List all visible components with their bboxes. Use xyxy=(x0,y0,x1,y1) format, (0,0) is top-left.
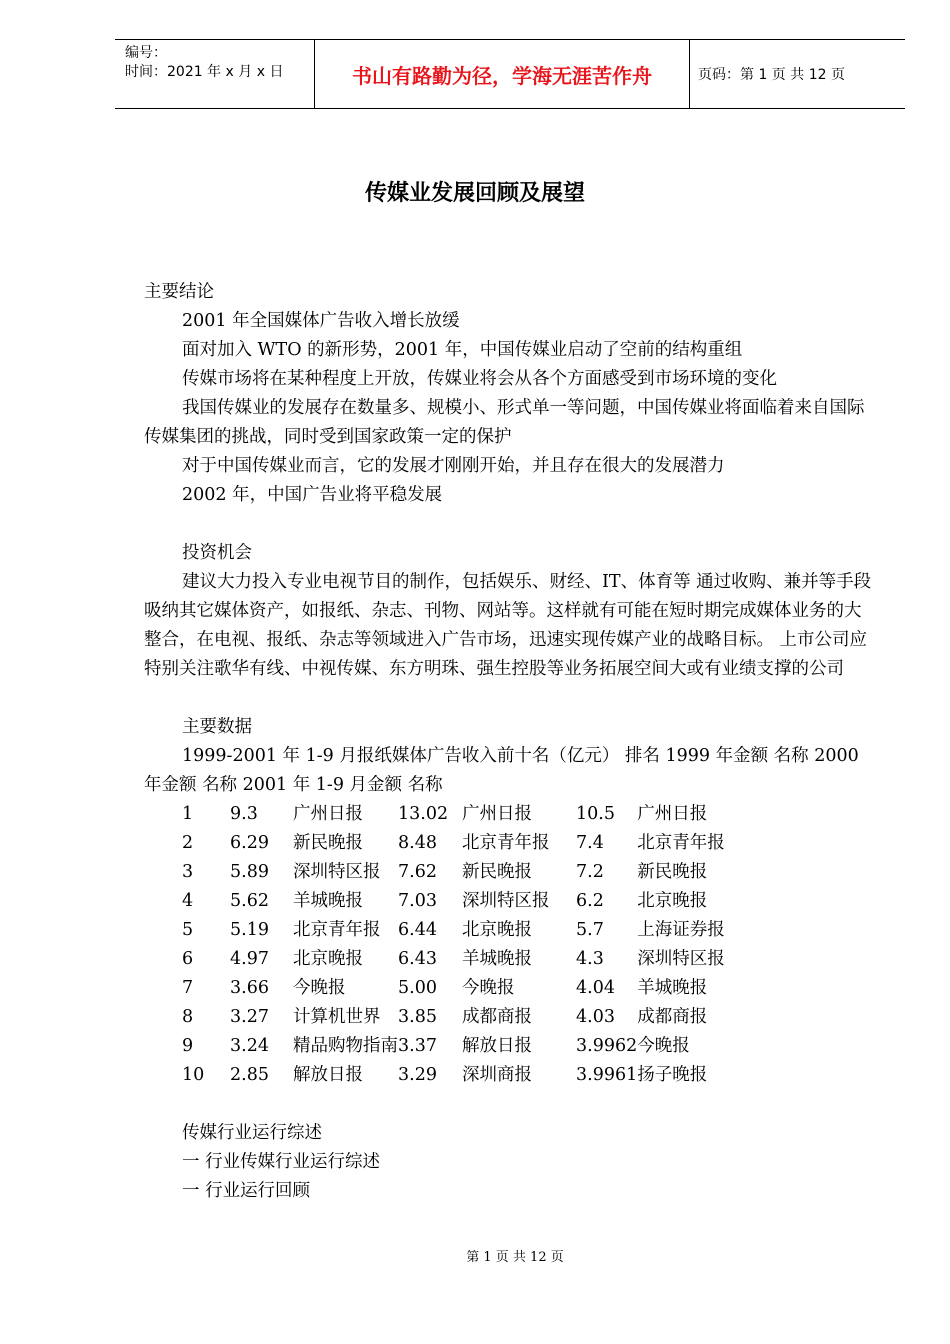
table-row xyxy=(182,945,725,974)
table-cell: 4.3 xyxy=(576,949,604,969)
overview-heading: 传媒行业运行综述 xyxy=(182,1123,322,1143)
table-cell: 7.03 xyxy=(398,891,437,911)
table-row xyxy=(182,829,725,858)
header-page-info: 页码：第 1 页 共 12 页 xyxy=(698,67,845,83)
table-cell: 北京晚报 xyxy=(637,891,708,911)
table-row xyxy=(182,1032,725,1061)
table-cell: 今晚报 xyxy=(293,978,346,998)
table-cell: 精品购物指南 xyxy=(293,1036,398,1056)
data-heading: 主要数据 xyxy=(182,717,252,737)
table-cell: 解放日报 xyxy=(293,1065,363,1085)
table-cell: 3 xyxy=(182,862,194,882)
table-cell: 羊城晚报 xyxy=(462,949,532,969)
page-footer: 第 1 页 共 12 页 xyxy=(466,1250,564,1265)
table-cell: 4.04 xyxy=(576,978,615,998)
table-cell: 新民晚报 xyxy=(462,862,532,882)
table-cell: 2 xyxy=(182,833,194,853)
table-cell: 解放日报 xyxy=(462,1036,532,1056)
table-cell: 2.85 xyxy=(230,1065,269,1085)
table-cell: 今晚报 xyxy=(637,1036,690,1056)
table-cell: 新民晚报 xyxy=(293,833,363,853)
number-label: 编号： xyxy=(125,45,167,61)
overview-line: 一 行业运行回顾 xyxy=(182,1181,311,1201)
table-cell: 7.2 xyxy=(576,862,604,882)
table-cell: 3.66 xyxy=(230,978,269,998)
table-cell: 8 xyxy=(182,1007,194,1027)
table-cell: 北京晚报 xyxy=(462,920,532,940)
time-label: 时间：2021 年 x 月 x 日 xyxy=(125,64,284,80)
table-row xyxy=(182,974,725,1003)
table-cell: 9 xyxy=(182,1036,194,1056)
table-cell: 深圳特区报 xyxy=(462,891,550,911)
table-cell: 3.9961 xyxy=(576,1065,638,1085)
ranking-table xyxy=(182,800,725,1090)
overview-line: 一 行业传媒行业运行综述 xyxy=(182,1152,381,1172)
page-header xyxy=(115,39,905,109)
header-motto: 书山有路勤为径，学海无涯苦作舟 xyxy=(315,40,690,108)
table-cell: 成都商报 xyxy=(637,1007,708,1027)
table-cell: 10.5 xyxy=(576,804,615,824)
table-cell: 广州日报 xyxy=(462,804,532,824)
table-cell: 13.02 xyxy=(398,804,449,824)
table-cell: 5.19 xyxy=(230,920,269,940)
table-cell: 5.62 xyxy=(230,891,269,911)
table-cell: 7.62 xyxy=(398,862,437,882)
table-row xyxy=(182,887,725,916)
table-row xyxy=(182,916,725,945)
table-cell: 成都商报 xyxy=(462,1007,532,1027)
table-cell: 8.48 xyxy=(398,833,437,853)
table-cell: 6.2 xyxy=(576,891,604,911)
table-cell: 6.43 xyxy=(398,949,437,969)
table-cell: 新民晚报 xyxy=(637,862,708,882)
table-row xyxy=(182,1061,725,1090)
table-row xyxy=(182,1003,725,1032)
table-cell: 4 xyxy=(182,891,194,911)
table-cell: 6.29 xyxy=(230,833,269,853)
conclusion-item: 对于中国传媒业而言，它的发展才刚刚开始，并且存在很大的发展潜力 xyxy=(182,456,725,476)
table-cell: 7 xyxy=(182,978,194,998)
table-cell: 上海证券报 xyxy=(637,920,725,940)
table-cell: 深圳特区报 xyxy=(293,862,381,882)
table-cell: 3.37 xyxy=(398,1036,437,1056)
table-cell: 3.24 xyxy=(230,1036,269,1056)
table-cell: 3.29 xyxy=(398,1065,437,1085)
conclusion-item: 我国传媒业的发展存在数量多、规模小、形式单一等问题，中国传媒业将面临着来自国际传媒集团的挑战，同时受到国家政策一定的保护 xyxy=(144,398,865,447)
table-cell: 3.85 xyxy=(398,1007,437,1027)
table-cell: 北京青年报 xyxy=(293,920,381,940)
table-cell: 5.89 xyxy=(230,862,269,882)
conclusion-item: 传媒市场将在某种程度上开放，传媒业将会从各个方面感受到市场环境的变化 xyxy=(182,369,777,389)
header-meta xyxy=(115,40,315,108)
investment-text: 建议大力投入专业电视节目的制作，包括娱乐、财经、IT、体育等 通过收购、兼并等手段吸纳其它媒体资产，如报纸、杂志、刊物、网站等。这样就有可能在短时期完成媒体业务的大整合，在电视、报纸、杂志等领域进入广告市场，迅速实现传媒产业的战略目标。 上市公司应特别关注歌华有线、中视传媒、东方明珠、强生控股等业务拓展空间大或有业绩支撑的公司 xyxy=(144,572,872,679)
table-cell: 4.97 xyxy=(230,949,269,969)
table-cell: 7.4 xyxy=(576,833,604,853)
table-cell: 4.03 xyxy=(576,1007,615,1027)
table-cell: 3.27 xyxy=(230,1007,269,1027)
table-cell: 羊城晚报 xyxy=(293,891,363,911)
conclusion-item: 2001 年全国媒体广告收入增长放缓 xyxy=(182,311,460,331)
table-cell: 5 xyxy=(182,920,194,940)
conclusions-heading: 主要结论 xyxy=(144,282,214,302)
table-cell: 9.3 xyxy=(230,804,258,824)
table-cell: 羊城晚报 xyxy=(637,978,708,998)
table-cell: 5.7 xyxy=(576,920,604,940)
conclusion-item: 2002 年，中国广告业将平稳发展 xyxy=(182,485,443,505)
table-cell: 北京青年报 xyxy=(637,833,725,853)
table-cell: 广州日报 xyxy=(293,804,363,824)
document-title: 传媒业发展回顾及展望 xyxy=(364,181,585,206)
table-cell: 6.44 xyxy=(398,920,437,940)
table-cell: 今晚报 xyxy=(462,978,515,998)
table-cell: 深圳特区报 xyxy=(637,949,725,969)
table-row xyxy=(182,800,725,829)
data-caption: 1999-2001 年 1-9 月报纸媒体广告收入前十名（亿元） 排名 1999 年金额 名称 2000 年金额 名称 2001 年 1-9 月金额 名称 xyxy=(144,746,859,795)
table-cell: 深圳商报 xyxy=(462,1065,532,1085)
table-cell: 扬子晚报 xyxy=(637,1065,708,1085)
table-cell: 10 xyxy=(182,1065,205,1085)
table-cell: 北京晚报 xyxy=(293,949,363,969)
table-cell: 北京青年报 xyxy=(462,833,550,853)
table-cell: 5.00 xyxy=(398,978,437,998)
table-cell: 3.9962 xyxy=(576,1036,638,1056)
table-cell: 计算机世界 xyxy=(293,1007,381,1027)
conclusion-item: 面对加入 WTO 的新形势，2001 年，中国传媒业启动了空前的结构重组 xyxy=(182,340,743,360)
table-cell: 广州日报 xyxy=(637,804,708,824)
document-body xyxy=(144,278,874,1206)
table-cell: 1 xyxy=(182,804,194,824)
investment-heading: 投资机会 xyxy=(182,543,252,563)
table-cell: 6 xyxy=(182,949,194,969)
table-row xyxy=(182,858,725,887)
